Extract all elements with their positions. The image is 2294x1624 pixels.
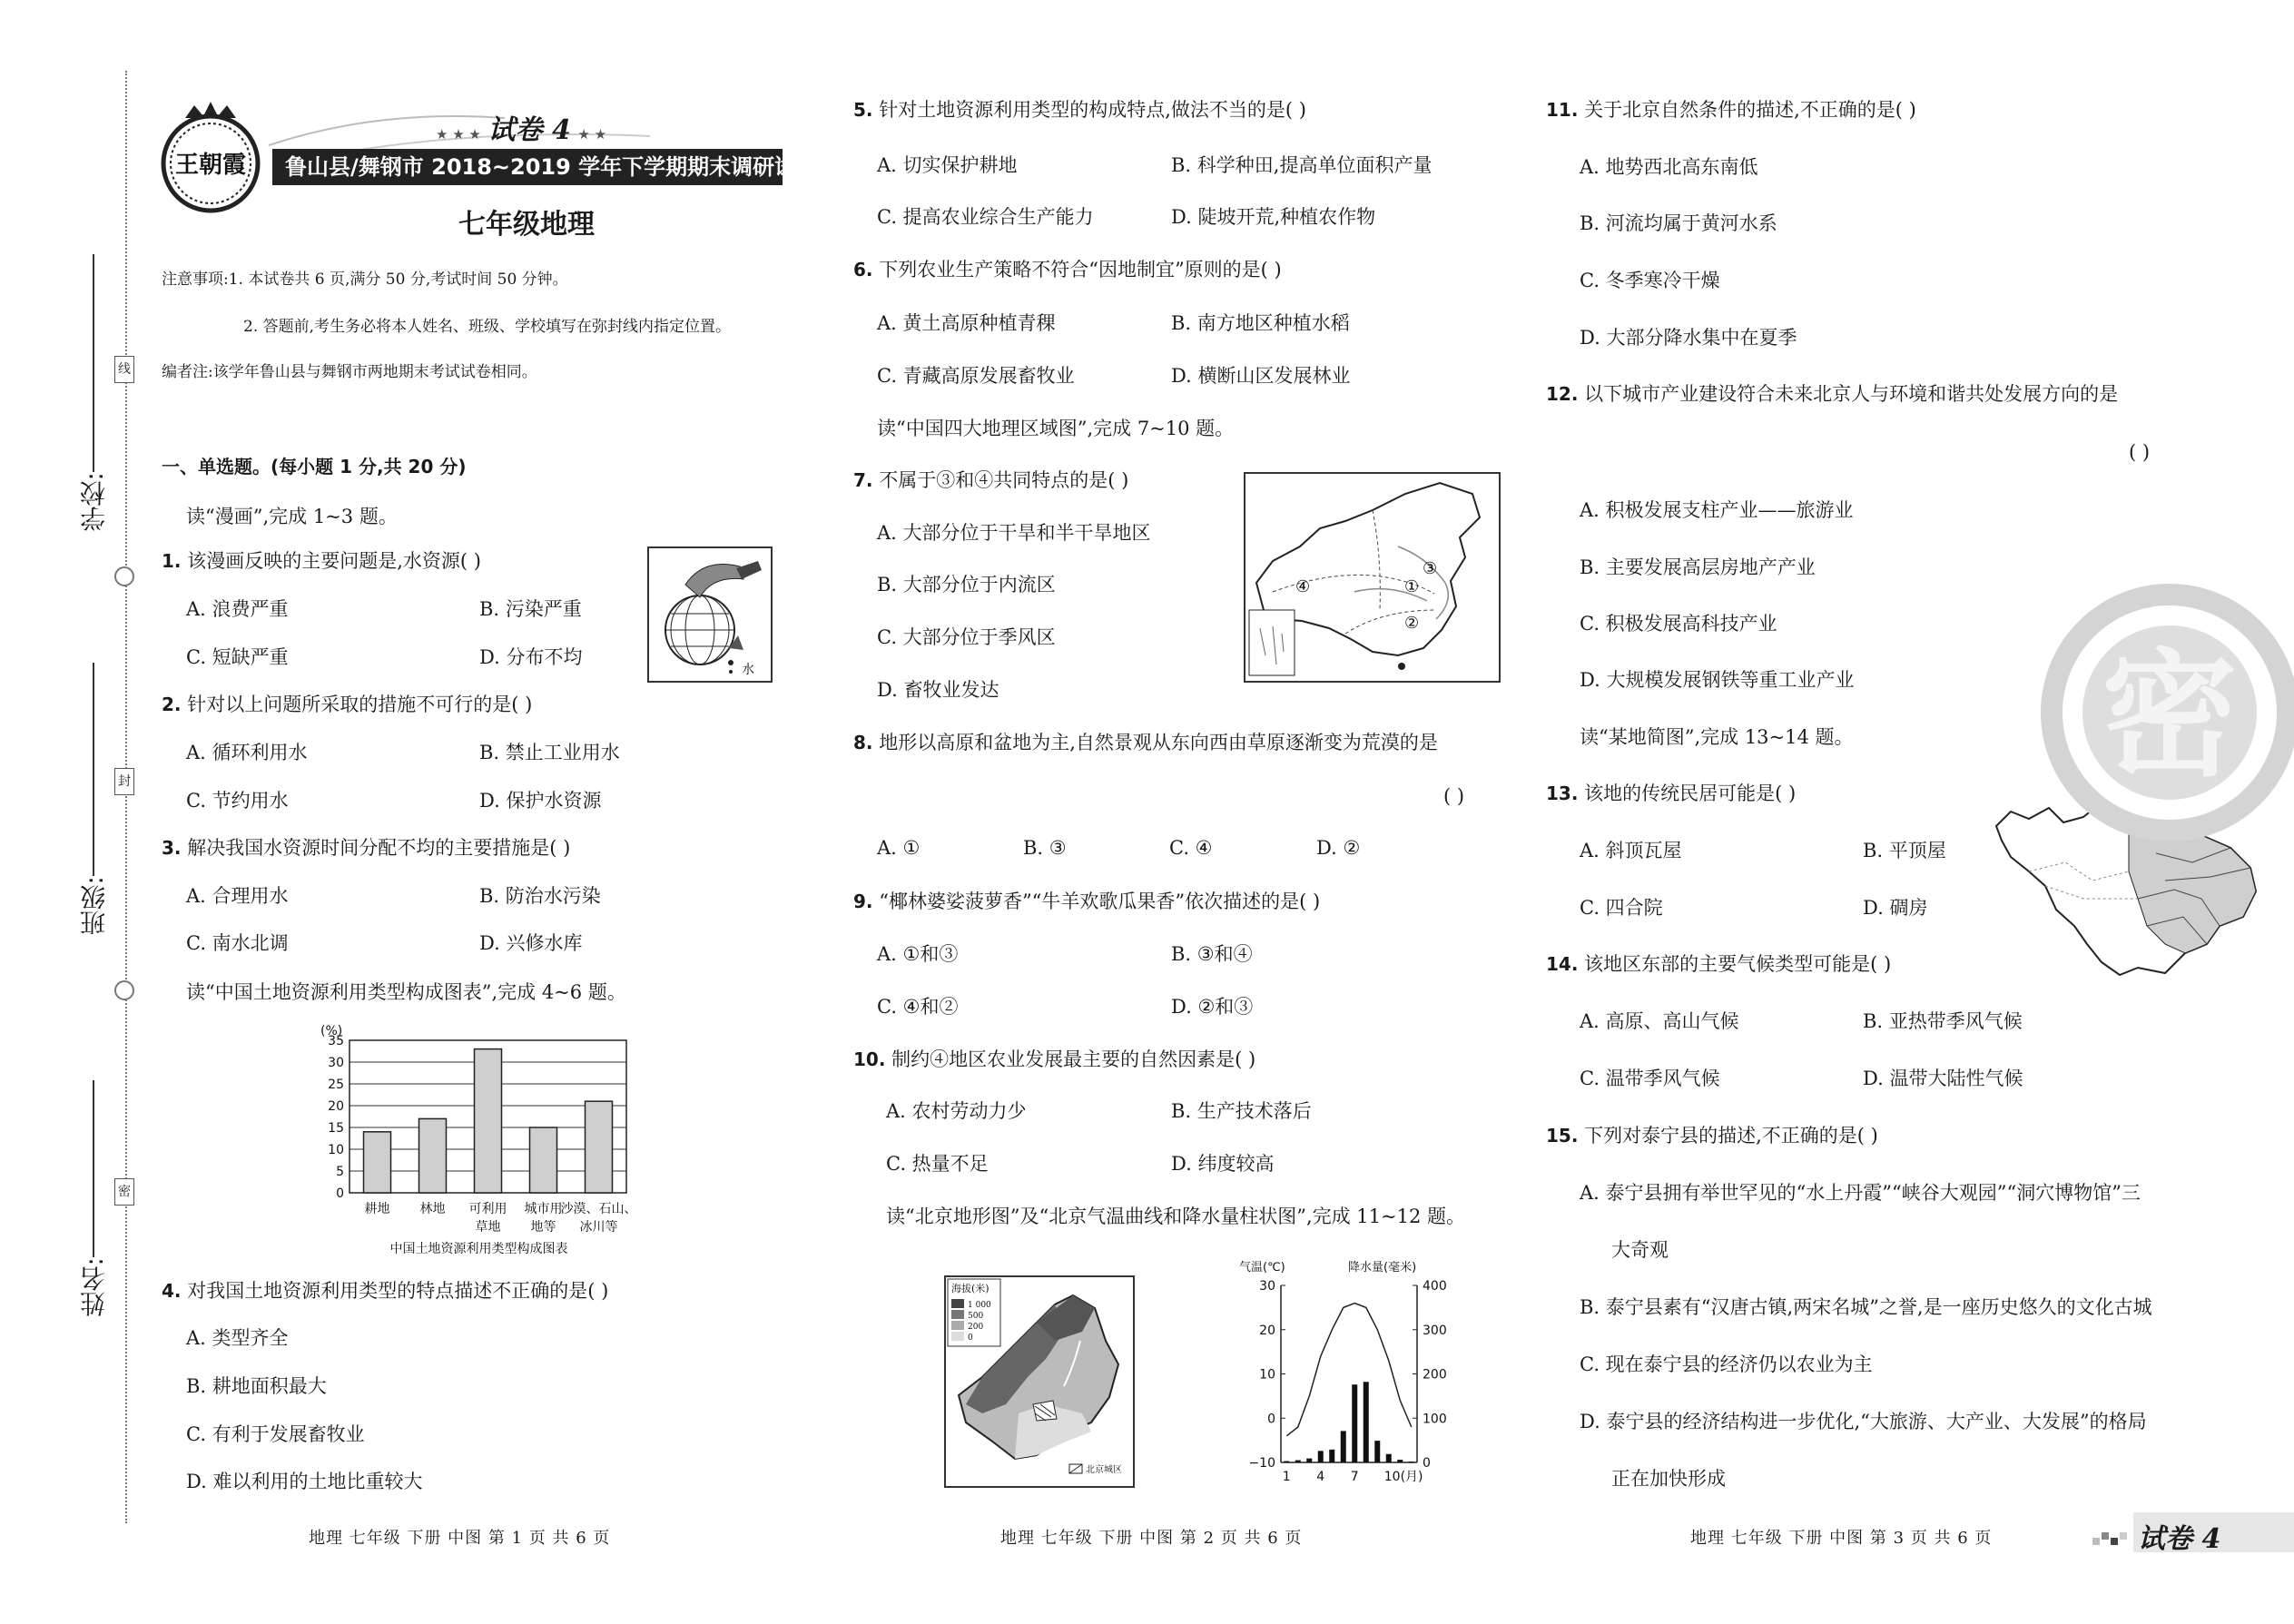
q2-option-b[interactable]: B. 禁止工业用水 (479, 742, 620, 763)
climate-left-tick: 0 (1267, 1412, 1275, 1427)
q15-option-a-cont: 大奇观 (1611, 1239, 1669, 1261)
chart-y-unit: (%) (320, 1024, 343, 1038)
secret-watermark (2033, 581, 2294, 844)
q6-option-b[interactable]: B. 南方地区种植水稻 (1171, 312, 1350, 334)
q3-option-d[interactable]: D. 兴修水库 (479, 932, 583, 954)
climate-left-tick: −10 (1248, 1456, 1275, 1471)
climate-x-tick: 10(月) (1383, 1470, 1423, 1484)
svg-text:③: ③ (1423, 559, 1438, 578)
question-2: 2. 针对以上问题所采取的措施不可行的是( ) (162, 694, 533, 715)
name-line[interactable] (93, 1080, 94, 1257)
precip-bar (1295, 1461, 1301, 1462)
chart-y-tick: 30 (328, 1056, 344, 1070)
svg-text:①: ① (1404, 577, 1420, 596)
seal-mark: 线 (114, 356, 134, 383)
water-cartoon (647, 546, 773, 683)
precip-bar (1318, 1451, 1324, 1462)
question-3: 3. 解决我国水资源时间分配不均的主要措施是( ) (162, 837, 571, 859)
question-8: 8. 地形以高原和盆地为主,自然景观从东向西由草原逐渐变为荒漠的是 (853, 732, 1438, 753)
intro-11-12: 读“北京地形图”及“北京气温曲线和降水量柱状图”,完成 11~12 题。 (886, 1206, 1466, 1227)
chart-y-tick: 0 (336, 1186, 344, 1201)
q12-answer-paren[interactable]: ( ) (2129, 441, 2151, 463)
q7-option-a[interactable]: A. 大部分位于干旱和半干旱地区 (877, 522, 1151, 544)
q7-option-c[interactable]: C. 大部分位于季风区 (877, 626, 1056, 648)
beijing-terrain-map (944, 1275, 1135, 1488)
chart-y-tick: 15 (328, 1121, 344, 1136)
svg-text:200: 200 (968, 1323, 984, 1332)
q5-option-a[interactable]: A. 切实保护耕地 (877, 154, 1018, 176)
name-label: 姓名: (79, 1257, 109, 1317)
climate-left-tick: 20 (1259, 1323, 1275, 1338)
climate-left-label: 气温(℃) (1239, 1261, 1285, 1275)
svg-text:0: 0 (968, 1334, 973, 1343)
q10-option-a[interactable]: A. 农村劳动力少 (886, 1100, 1027, 1122)
seal-mark: 密 (114, 1178, 134, 1206)
temperature-curve (1286, 1304, 1412, 1436)
q4-option-c[interactable]: C. 有利于发展畜牧业 (186, 1423, 365, 1445)
precip-bar (1352, 1384, 1357, 1462)
notes-line-3: 编者注:该学年鲁山县与舞钢市两地期末考试试卷相同。 (162, 363, 537, 381)
q6-option-c[interactable]: C. 青藏高原发展畜牧业 (877, 365, 1075, 387)
china-region-map (1244, 472, 1501, 683)
q14-option-a[interactable]: A. 高原、高山气候 (1580, 1010, 1739, 1032)
q4-option-b[interactable]: B. 耕地面积最大 (186, 1375, 327, 1397)
q13-option-b[interactable]: B. 平顶屋 (1863, 840, 1946, 861)
climate-right-tick: 400 (1423, 1279, 1447, 1294)
q8-option-c[interactable]: C. ④ (1169, 837, 1213, 859)
q3-option-c[interactable]: C. 南水北调 (186, 932, 289, 954)
q12-option-c[interactable]: C. 积极发展高科技产业 (1580, 613, 1777, 635)
climate-right-tick: 0 (1423, 1456, 1431, 1471)
svg-text:海拔(米): 海拔(米) (951, 1283, 989, 1294)
chart-y-tick: 35 (328, 1034, 344, 1048)
school-label: 学校: (79, 472, 109, 532)
q6-option-d[interactable]: D. 横断山区发展林业 (1171, 365, 1351, 387)
q9-option-b[interactable]: B. ③和④ (1171, 943, 1253, 965)
question-10: 10. 制约④地区农业发展最主要的自然因素是( ) (853, 1048, 1256, 1070)
precip-bar (1341, 1431, 1346, 1462)
q9-option-a[interactable]: A. ①和③ (877, 943, 959, 965)
school-line[interactable] (93, 254, 94, 472)
q9-option-c[interactable]: C. ④和② (877, 996, 959, 1018)
chart-bar (475, 1049, 502, 1193)
intro-4-6: 读“中国土地资源利用类型构成图表”,完成 4~6 题。 (186, 981, 626, 1003)
svg-text:密: 密 (2101, 637, 2239, 795)
footer-paper-tag: 试卷 4 (2138, 1523, 2221, 1555)
q12-option-d[interactable]: D. 大规模发展钢铁等重工业产业 (1580, 669, 1855, 691)
question-1: 1. 该漫画反映的主要问题是,水资源( ) (162, 550, 481, 572)
q7-option-d[interactable]: D. 畜牧业发达 (877, 679, 999, 701)
q11-option-b[interactable]: B. 河流均属于黄河水系 (1580, 212, 1777, 234)
q15-option-d[interactable]: D. 泰宁县的经济结构进一步优化,“大旅游、大产业、大发展”的格局 (1580, 1411, 2147, 1432)
q12-option-b[interactable]: B. 主要发展高层房地产产业 (1580, 556, 1816, 578)
beijing-climate-chart (1239, 1253, 1475, 1498)
intro-7-10: 读“中国四大地理区域图”,完成 7~10 题。 (877, 418, 1235, 439)
chart-y-tick: 10 (328, 1143, 344, 1157)
chart-bar (364, 1132, 391, 1193)
q13-option-c[interactable]: C. 四合院 (1580, 897, 1663, 919)
climate-x-tick: 1 (1282, 1470, 1291, 1484)
q2-option-d[interactable]: D. 保护水资源 (479, 790, 602, 812)
chart-bar (530, 1127, 557, 1193)
seal-mark: 封 (114, 768, 134, 795)
q14-option-c[interactable]: C. 温带季风气候 (1580, 1068, 1720, 1089)
chart-x-label: 沙漠、石山、 (560, 1202, 637, 1216)
precip-bar (1306, 1459, 1312, 1462)
question-14: 14. 该地区东部的主要气候类型可能是( ) (1546, 953, 1892, 975)
q10-option-b[interactable]: B. 生产技术落后 (1171, 1100, 1312, 1122)
climate-x-tick: 7 (1350, 1470, 1359, 1484)
footer-page-2: 地理 七年级 下册 中图 第 2 页 共 6 页 (1000, 1529, 1303, 1548)
climate-right-tick: 100 (1423, 1412, 1447, 1427)
binding-hole (114, 980, 134, 1000)
intro-1-3: 读“漫画”,完成 1~3 题。 (186, 506, 398, 527)
q1-option-a[interactable]: A. 浪费严重 (186, 598, 289, 620)
q2-option-c[interactable]: C. 节约用水 (186, 790, 289, 812)
q10-option-c[interactable]: C. 热量不足 (886, 1153, 989, 1175)
class-line[interactable] (93, 663, 94, 876)
q11-option-c[interactable]: C. 冬季寒冷干燥 (1580, 270, 1720, 291)
q12-option-a[interactable]: A. 积极发展支柱产业——旅游业 (1580, 499, 1854, 521)
question-7: 7. 不属于③和④共同特点的是( ) (853, 469, 1129, 491)
precip-bar (1364, 1382, 1369, 1462)
q15-option-c[interactable]: C. 现在泰宁县的经济仍以农业为主 (1580, 1353, 1873, 1375)
q2-option-a[interactable]: A. 循环利用水 (186, 742, 308, 763)
precip-bar (1397, 1460, 1403, 1462)
precip-bar (1329, 1450, 1334, 1462)
q8-answer-paren[interactable]: ( ) (1443, 785, 1465, 807)
q13-option-a[interactable]: A. 斜顶瓦屋 (1580, 840, 1682, 861)
q1-option-c[interactable]: C. 短缺严重 (186, 646, 289, 668)
paper-label: ★ ★ ★ 试卷 4 ★ ★ (436, 114, 607, 146)
climate-right-tick: 300 (1423, 1323, 1447, 1338)
q8-option-a[interactable]: A. ① (877, 837, 921, 859)
svg-text:王朝霞: 王朝霞 (174, 152, 247, 179)
chart-bar (586, 1101, 613, 1193)
subject-title: 七年级地理 (458, 209, 595, 241)
question-5: 5. 针对土地资源利用类型的构成特点,做法不当的是( ) (853, 99, 1306, 121)
q11-option-d[interactable]: D. 大部分降水集中在夏季 (1580, 327, 1797, 349)
footer-deco (2092, 1529, 2129, 1545)
chart-y-tick: 25 (328, 1078, 344, 1092)
chart-x-label: 冰川等 (579, 1220, 618, 1235)
q5-option-b[interactable]: B. 科学种田,提高单位面积产量 (1171, 154, 1433, 176)
question-15: 15. 下列对泰宁县的描述,不正确的是( ) (1546, 1125, 1878, 1147)
q6-option-a[interactable]: A. 黄土高原种植青稞 (877, 312, 1056, 334)
climate-left-tick: 30 (1259, 1279, 1275, 1294)
footer-page-3: 地理 七年级 下册 中图 第 3 页 共 6 页 (1690, 1529, 1993, 1548)
precip-bar (1386, 1454, 1392, 1462)
q15-option-a[interactable]: A. 泰宁县拥有举世罕见的“水上丹霞”“峡谷大观园”“洞穴博物馆”三 (1580, 1182, 2141, 1204)
q13-option-d[interactable]: D. 碉房 (1863, 897, 1928, 919)
question-4: 4. 对我国土地资源利用类型的特点描述不正确的是( ) (162, 1280, 609, 1302)
publisher-logo (153, 100, 269, 216)
chart-x-label: 城市用 (524, 1202, 563, 1216)
binding-hole (114, 566, 134, 586)
q10-option-d[interactable]: D. 纬度较高 (1171, 1153, 1275, 1175)
q15-option-b[interactable]: B. 泰宁县素有“汉唐古镇,两宋名城”之誉,是一座历史悠久的文化古城 (1580, 1296, 2152, 1318)
chart-x-label: 林地 (419, 1202, 446, 1216)
precip-bar (1374, 1441, 1380, 1462)
chart-x-label: 地等 (530, 1220, 556, 1235)
question-6: 6. 下列农业生产策略不符合“因地制宜”原则的是( ) (853, 259, 1282, 281)
q3-option-a[interactable]: A. 合理用水 (186, 885, 289, 907)
svg-text:④: ④ (1295, 577, 1311, 596)
chart-x-label: 草地 (475, 1220, 501, 1235)
question-13: 13. 该地的传统民居可能是( ) (1546, 782, 1797, 804)
notes-line-2: 2. 答题前,考生务必将本人姓名、班级、学校填写在弥封线内指定位置。 (243, 318, 732, 336)
section-heading: 一、单选题。(每小题 1 分,共 20 分) (162, 456, 467, 477)
climate-x-tick: 4 (1316, 1470, 1325, 1484)
climate-left-tick: 10 (1259, 1367, 1275, 1383)
q14-option-b[interactable]: B. 亚热带季风气候 (1863, 1010, 2023, 1032)
chart-bar (419, 1118, 447, 1193)
seal-dotted-line (125, 71, 127, 1523)
climate-right-label: 降水量(毫米) (1348, 1261, 1417, 1275)
chart-y-tick: 5 (336, 1165, 344, 1179)
q5-option-d[interactable]: D. 陡坡开荒,种植农作物 (1171, 206, 1376, 228)
intro-13-14: 读“某地简图”,完成 13~14 题。 (1580, 726, 1854, 748)
q7-option-b[interactable]: B. 大部分位于内流区 (877, 574, 1056, 595)
q5-option-c[interactable]: C. 提高农业综合生产能力 (877, 206, 1094, 228)
q15-option-d-cont: 正在加快形成 (1611, 1468, 1726, 1490)
q1-option-d[interactable]: D. 分布不均 (479, 646, 583, 668)
q11-option-a[interactable]: A. 地势西北高东南低 (1580, 156, 1758, 178)
class-label: 班级: (79, 876, 109, 936)
question-12: 12. 以下城市产业建设符合未来北京人与环境和谐共处发展方向的是 (1546, 383, 2119, 405)
svg-text:500: 500 (968, 1312, 984, 1321)
footer-page-1: 地理 七年级 下册 中图 第 1 页 共 6 页 (309, 1529, 611, 1548)
q4-option-d[interactable]: D. 难以利用的土地比重较大 (186, 1471, 423, 1492)
svg-text:北京城区: 北京城区 (1086, 1465, 1122, 1475)
notes-line-1: 注意事项:1. 本试卷共 6 页,满分 50 分,考试时间 50 分钟。 (162, 271, 568, 289)
chart-y-tick: 20 (328, 1099, 344, 1114)
q8-option-b[interactable]: B. ③ (1023, 837, 1067, 859)
chart-x-label: 耕地 (364, 1202, 390, 1216)
q1-option-b[interactable]: B. 污染严重 (479, 598, 582, 620)
climate-right-tick: 200 (1423, 1367, 1447, 1383)
q3-option-b[interactable]: B. 防治水污染 (479, 885, 601, 907)
svg-text:水: 水 (742, 663, 754, 677)
svg-text:1 000: 1 000 (968, 1301, 991, 1310)
q8-option-d[interactable]: D. ② (1316, 837, 1361, 859)
land-use-chart (313, 1024, 694, 1260)
chart-title: 中国土地资源利用类型构成图表 (389, 1242, 568, 1256)
svg-text:②: ② (1404, 614, 1420, 633)
q9-option-d[interactable]: D. ②和③ (1171, 996, 1254, 1018)
q4-option-a[interactable]: A. 类型齐全 (186, 1327, 289, 1349)
chart-x-label: 可利用 (468, 1202, 507, 1216)
question-9: 9. “椰林婆娑菠萝香”“牛羊欢歌瓜果香”依次描述的是( ) (853, 891, 1321, 912)
q14-option-d[interactable]: D. 温带大陆性气候 (1863, 1068, 2023, 1089)
exam-title: 鲁山县/舞钢市 2018~2019 学年下学期期末调研试卷 (272, 149, 783, 185)
question-11: 11. 关于北京自然条件的描述,不正确的是( ) (1546, 99, 1916, 121)
